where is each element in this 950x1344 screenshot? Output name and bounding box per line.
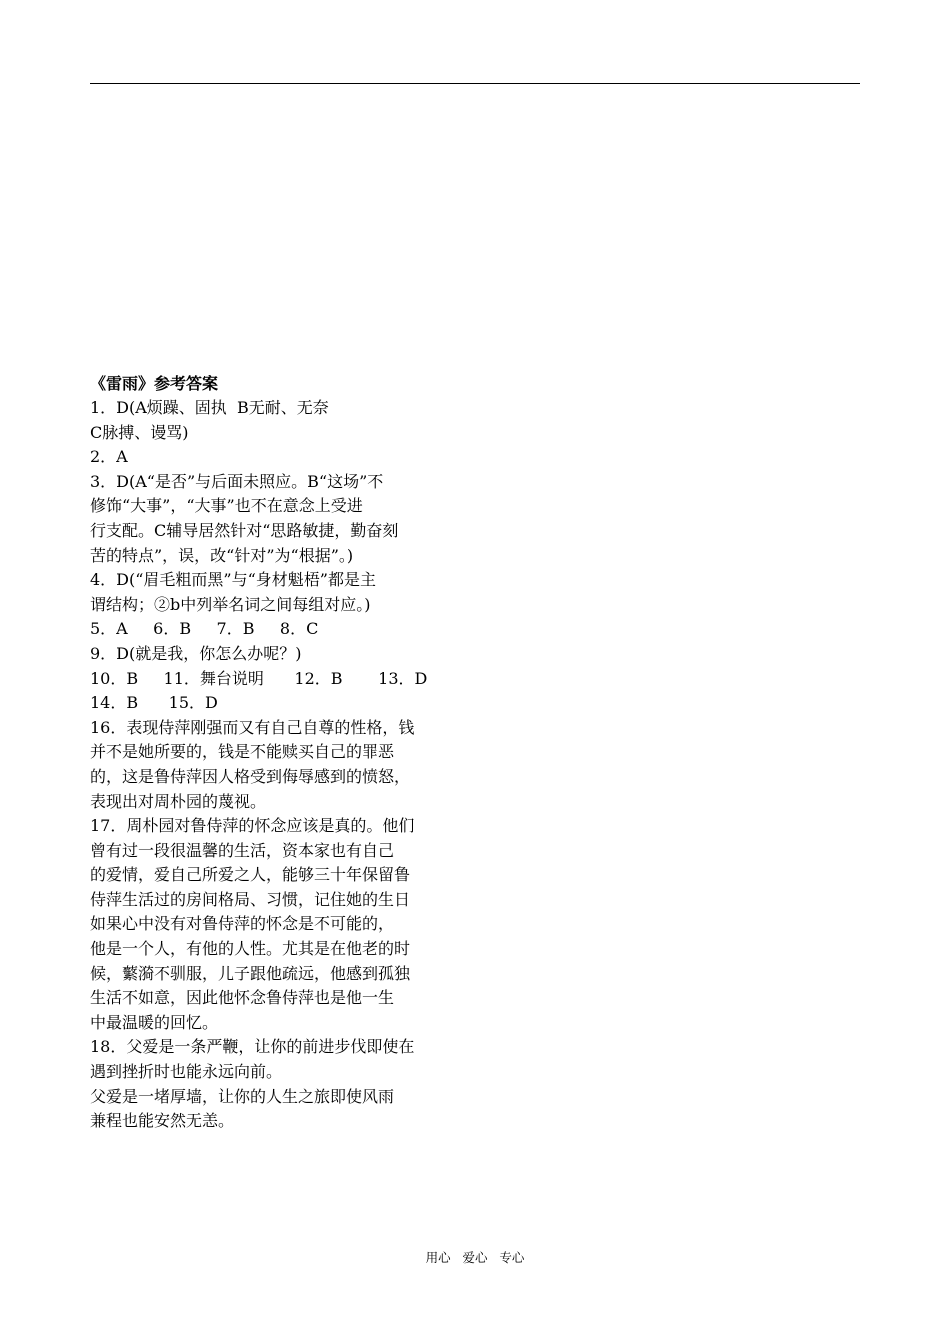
answer-line: 如果心中没有对鲁侍萍的怀念是不可能的，	[90, 914, 395, 934]
answer-line: 2．A	[90, 447, 128, 467]
header-rule	[90, 83, 860, 84]
answer-line: 3．D(A“是否”与后面未照应。B“这场”不	[90, 471, 384, 491]
answer-line: 14．B 15．D	[90, 693, 218, 713]
answer-line: 10．B 11．舞台说明 12．B 13．D	[90, 668, 428, 688]
answer-lines	[90, 396, 462, 1134]
answer-line: 父爱是一堵厚墙，让你的人生之旅即使风雨	[90, 1086, 395, 1106]
answer-content	[90, 371, 462, 1134]
answer-line: C脉搏、谩骂)	[90, 422, 189, 442]
answer-line: 4．D(“眉毛粗而黑”与“身材魁梧”都是主	[90, 570, 376, 590]
answer-line: 侍萍生活过的房间格局、习惯，记住她的生日	[90, 889, 411, 909]
answer-line: 他是一个人，有他的人性。尤其是在他老的时	[90, 939, 411, 959]
answer-line: 苦的特点”，误，改“针对”为“根据”。)	[90, 545, 354, 565]
answer-line: 兼程也能安然无恙。	[90, 1111, 235, 1131]
answer-line: 1．D(A烦躁、固执 B无耐、无奈	[90, 398, 329, 417]
answer-line: 18．父爱是一条严鞭，让你的前进步伐即使在	[90, 1037, 415, 1057]
answer-line: 表现出对周朴园的蔑视。	[90, 791, 267, 811]
answer-line: 谓结构；②b中列举名词之间每组对应。)	[90, 594, 371, 614]
answer-line: 5．A 6．B 7．B 8．C	[90, 619, 319, 639]
answer-line: 生活不如意，因此他怀念鲁侍萍也是他一生	[90, 988, 395, 1008]
answer-line: 中最温暖的回忆。	[90, 1012, 219, 1032]
page-footer: 用心 爱心 专心	[425, 1250, 525, 1265]
answer-line: 的，这是鲁侍萍因人格受到侮辱感到的愤怒，	[90, 766, 411, 786]
answer-line: 9．D(就是我，你怎么办呢？)	[90, 643, 302, 663]
document-title: 《雷雨》参考答案	[90, 374, 219, 393]
answer-line: 修饰“大事”，“大事”也不在意念上受进	[90, 496, 363, 516]
answer-line: 候，蘩漪不驯服，儿子跟他疏远，他感到孤独	[90, 963, 411, 983]
answer-line: 的爱情，爱自己所爱之人，能够三十年保留鲁	[90, 865, 411, 885]
answer-line: 遇到挫折时也能永远向前。	[90, 1062, 283, 1082]
answer-line: 曾有过一段很温馨的生活，资本家也有自己	[90, 840, 395, 860]
answer-line: 16．表现侍萍刚强而又有自己自尊的性格，钱	[90, 717, 415, 737]
answer-line: 17．周朴园对鲁侍萍的怀念应该是真的。他们	[90, 816, 415, 836]
answer-line: 行支配。C辅导居然针对“思路敏捷，勤奋刻	[90, 520, 399, 540]
answer-line: 并不是她所要的，钱是不能赎买自己的罪恶	[90, 742, 395, 762]
